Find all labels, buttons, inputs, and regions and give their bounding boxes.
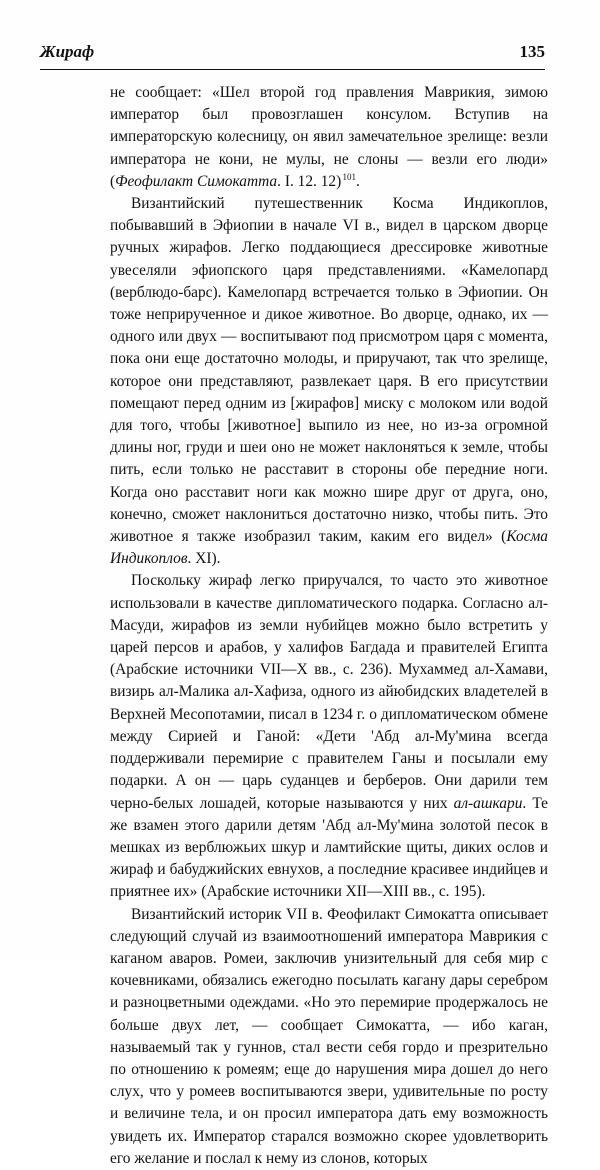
citation-ref: . I. 12. 12): [277, 172, 342, 190]
footnote-ref: 101: [342, 171, 357, 182]
page-number: 135: [519, 42, 545, 61]
paragraph-text: Византийский путешественник Косма Индикоплов, побывавший в Эфиопии в начале VI в., видел в царском дворце ручных жирафов. Легко поддающиеся дрессировке животные увеселяли эфиопского царя представлениями. «Камелопард (верблюдо-барс). Камелопард встречается только в Эфиопии. Он тоже неприрученное и дикое животное. Во дворце, однако, их — одного или двух — воспитывают под присмотром царя с момента, пока они еще достаточно молоды, и приручают, так что зрелище, которое они представляют, развлекает царя. В его присутствии помещают перед одним из [жирафов] миску с молоком или водой для того, чтобы [животное] выпило из нее, но из-за огромной длины ног, груди и шеи оно не может наклоняться к земле, чтобы пить, если только не расставит в стороны обе передние ноги. Когда оно расставит ноги как можно шире друг от друга, оно, конечно, сможет наклониться достаточно низко, чтобы пить. Это животное я также изобразил таким, каким его видел» (: [110, 195, 548, 546]
paragraph-text: Византийский историк VII в. Феофилакт Симокатта описывает следующий случай из взаимоотношений императора Маврикия с каганом аваров. Ромеи, заключив унизительный для себя мир с кочевниками, обязались ежегодно посылать кагану дары серебром и разноцветными одеждами. «Но это перемирие продержалось не больше двух лет, — сообщает Симокатта, — ибо каган, называемый так у гуннов, стал вести себя гордо и презрительно по отношению к ромеям; еще до нарушения мира дошел до него слух, что у ромеев воспитываются звери, удивительные по росту и величине тела, и он просил императора дать ему возможность увидеть их. Император старался возможно скорее удовлетворить его желание и послал к нему из слонов, которых: [110, 905, 548, 1167]
running-title: Жираф: [40, 42, 95, 61]
paragraph-text: не сообщает: «Шел второй год правления Маврикия, зимою император был провозглашен консулом. Вступив на императорскую колесницу, он явил замечательное зрелище: везли императора не кони, не мулы, не слоны — везли его люди» (: [110, 84, 548, 190]
paragraph-text: Поскольку жираф легко приручался, то часто это животное использовали в качестве дипломатического подарка. Согласно ал-Масуди, жирафов из земли нубийцев можно было встретить у царей персов и арабов, у халифов Багдада и правителей Египта (Арабские источники VII—X вв., с. 236). Мухаммед ал-Хамави, визирь ал-Малика ал-Хафиза, одного из айюбидских владетелей в Верхней Месопотамии, писал в 1234 г. о дипломатическом обмене между Сирией и Ганой: «Дети 'Абд ал-Му'мина всегда поддерживали перемирие с правителем Ганы и посылали ему подарки. А он — царь суданцев и берберов. Они дарили тем черно-белых лошадей, которые называются у них: [110, 572, 548, 812]
page-header: [40, 42, 545, 66]
paragraph-4: [110, 904, 548, 1170]
header-rule: [40, 69, 545, 70]
sentence-end: .: [356, 172, 360, 190]
citation-ref: . XI).: [187, 550, 221, 568]
paragraph-1: [110, 82, 548, 193]
main-text: [110, 82, 548, 1170]
source-citation: Косма Индикоплов: [110, 528, 548, 568]
paragraph-3: [110, 570, 548, 903]
paragraph-2: [110, 193, 548, 570]
foreign-term: ал-ашкари: [453, 794, 523, 812]
source-citation: Феофилакт Симокатта: [115, 172, 278, 190]
paragraph-text-cont: . Те же взамен этого дарили детям 'Абд ал-Му'мина золотой песок в мешках из верблюжьих шкур и ламтийские щиты, диких ослов и жираф и бабуджийских евнухов, а последние красивее индийцев и приятнее их» (Арабские источники XII—XIII вв., с. 195).: [110, 794, 548, 901]
